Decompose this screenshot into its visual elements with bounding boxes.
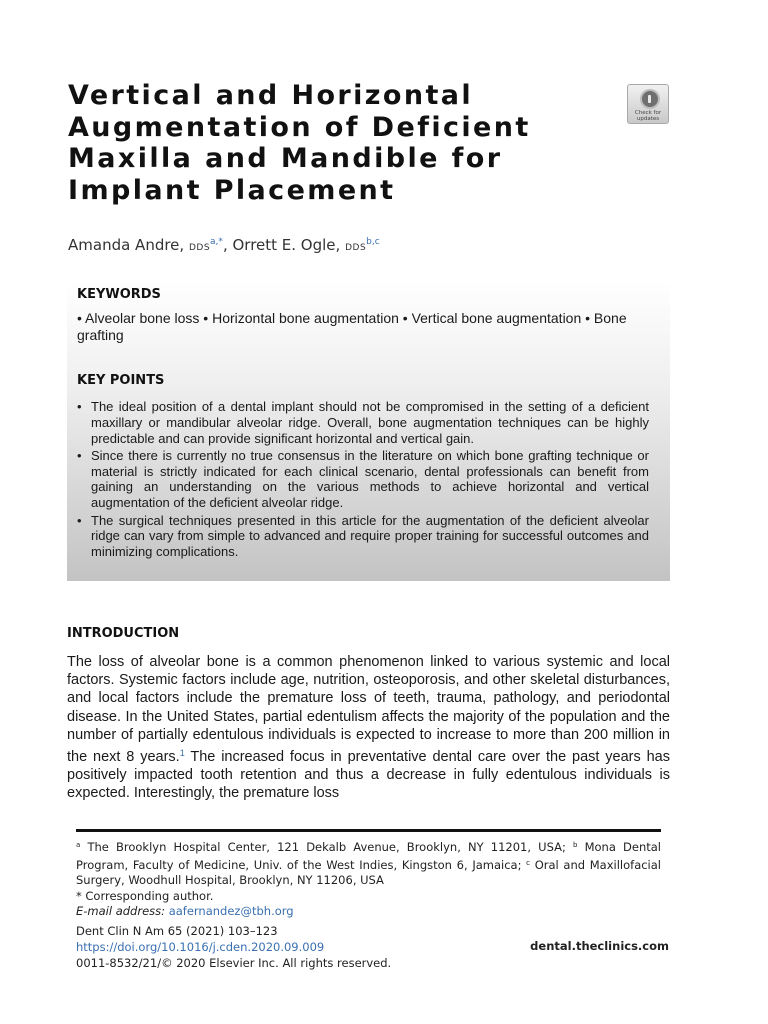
key-point-item: • The surgical techniques presented in this article for the augmentation of the deficient alveolar ridge can vary from simple to advanced and require proper training for successful outcomes and minimizing complications. xyxy=(77,513,649,560)
corresponding-author-note: * Corresponding author. xyxy=(76,888,214,903)
affiliations xyxy=(76,838,661,889)
author-line xyxy=(68,236,668,254)
journal-site-link[interactable]: dental.theclinics.com xyxy=(530,939,669,953)
key-points-list xyxy=(77,399,649,561)
intro-text-continued: The increased focus in preventative dental care over the past years has positively impacted tooth retention and thus a decrease in fully edentulous individuals is expected. Interestingly, the premature loss xyxy=(67,749,670,802)
check-for-updates-badge[interactable] xyxy=(627,84,669,124)
footnotes xyxy=(76,838,661,920)
affiliation-mark: a xyxy=(76,841,81,849)
journal-citation: Dent Clin N Am 65 (2021) 103–123 xyxy=(76,924,278,938)
update-icon xyxy=(640,89,660,109)
check-for-updates-label: Check for updates xyxy=(634,110,662,122)
intro-text: The loss of alveolar bone is a common phenomenon linked to various systemic and local factors. Systemic factors include age, nutrition, osteoporosis, and other skeletal disturbances, and local factors include the premature loss of teeth, trauma, pathology, and periodontal disease. In the United States, partial edentulism affects the majority of the population and the number of partially edentulous individuals is expected to increase to more than 200 million in the next 8 years. xyxy=(67,654,670,766)
keywords-heading: KEYWORDS xyxy=(77,287,161,302)
affiliation-mark: b xyxy=(572,841,578,849)
affiliation-c: Oral and Maxillofacial Surgery, Woodhull Hospital, Brooklyn, NY 11206, USA xyxy=(76,857,661,887)
author-affiliation-mark[interactable]: b,c xyxy=(366,237,380,247)
email-link[interactable]: aafernandez@tbh.org xyxy=(168,904,294,918)
footnote-divider xyxy=(76,829,661,832)
affiliation-b: Mona Dental Program, Faculty of Medicine, Univ. of the West Indies, Kingston 6, Jamaica; xyxy=(76,840,661,872)
doi-link[interactable]: https://doi.org/10.1016/j.cden.2020.09.009 xyxy=(76,940,325,954)
affiliation-a: The Brooklyn Hospital Center, 121 Dekalb Avenue, Brooklyn, NY 11201, USA; xyxy=(80,840,573,854)
author-separator: , xyxy=(222,236,233,254)
email-line xyxy=(76,904,661,920)
key-point-item: • The ideal position of a dental implant should not be compromised in the setting of a deficient maxillary or mandibular alveolar ridge. Overall, bone augmentation techniques can be highly predictable and can provide significant horizontal and vertical gain. xyxy=(77,399,649,446)
copyright-line: 0011-8532/21/© 2020 Elsevier Inc. All rights reserved. xyxy=(76,956,392,970)
key-points-heading: KEY POINTS xyxy=(77,373,165,388)
article-title: Vertical and Horizontal Augmentation of Deficient Maxilla and Mandible for Implant Placement xyxy=(68,80,531,206)
key-point-item: • Since there is currently no true consensus in the literature on which bone grafting technique or material is strictly indicated for each clinical scenario, dental professionals can benefit from gaining an understanding on the various methods to achieve horizontal and vertical augmentation of the deficient alveolar ridge. xyxy=(77,448,649,511)
introduction-heading: INTRODUCTION xyxy=(67,626,180,641)
author-name: Orrett E. Ogle, xyxy=(232,236,341,254)
introduction-paragraph xyxy=(67,653,670,803)
keywords-keypoints-box xyxy=(67,281,670,581)
email-label: E-mail address: xyxy=(76,904,166,918)
reference-link[interactable]: 1 xyxy=(179,748,185,759)
author-affiliation-mark[interactable]: a,* xyxy=(210,237,223,247)
author-degree: DDS xyxy=(345,243,367,253)
author-degree: DDS xyxy=(188,243,211,253)
keywords-list: • Alveolar bone loss • Horizontal bone augmentation • Vertical bone augmentation • Bone grafting xyxy=(77,310,627,343)
affiliation-mark: c xyxy=(526,858,531,867)
author-name: Amanda Andre, xyxy=(68,236,185,254)
